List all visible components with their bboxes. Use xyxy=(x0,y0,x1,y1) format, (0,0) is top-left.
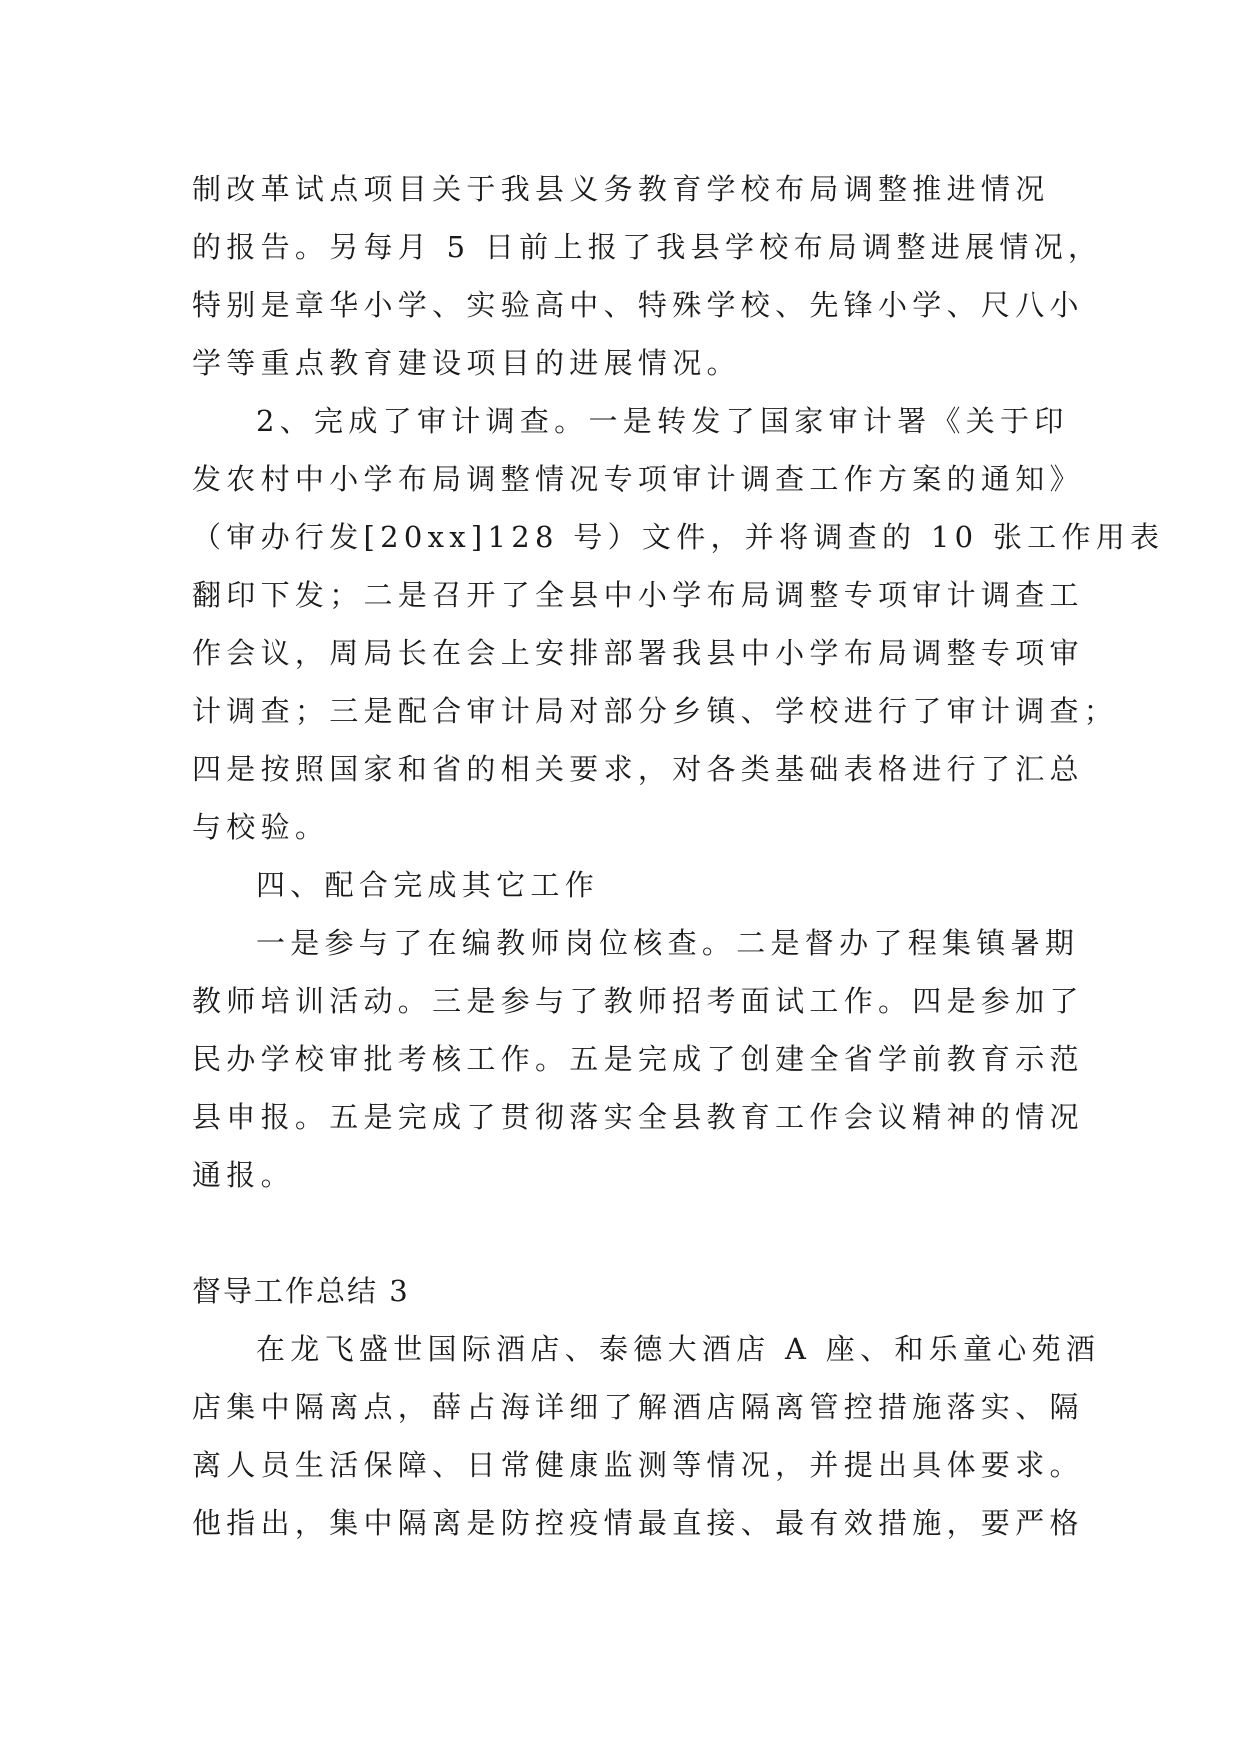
paragraph-other-work xyxy=(192,914,1084,1204)
text-line: 与校验。 xyxy=(192,810,330,844)
text-line: 计调查；三是配合审计局对部分乡镇、学校进行了审计调查； xyxy=(192,694,1119,728)
text-line: （审办行发[20xx]128 号）文件，并将调查的 10 张工作用表 xyxy=(192,520,1165,554)
text-line: 离人员生活保障、日常健康监测等情况，并提出具体要求。 xyxy=(192,1448,1084,1482)
text-line: 特别是章华小学、实验高中、特殊学校、先锋小学、尺八小 xyxy=(192,288,1084,322)
paragraph-audit-survey xyxy=(192,392,1165,856)
text-line: 县申报。五是完成了贯彻落实全县教育工作会议精神的情况 xyxy=(192,1100,1084,1134)
text-line: 通报。 xyxy=(192,1158,295,1192)
text-line: 学等重点教育建设项目的进展情况。 xyxy=(192,346,741,380)
text-line: 翻印下发；二是召开了全县中小学布局调整专项审计调查工 xyxy=(192,578,1084,612)
text-line: 发农村中小学布局调整情况专项审计调查工作方案的通知》 xyxy=(192,462,1084,496)
paragraph-report-continuation xyxy=(192,160,1103,392)
text-line: 在龙飞盛世国际酒店、泰德大酒店 A 座、和乐童心苑酒 xyxy=(256,1332,1101,1366)
document-title: 督导工作总结 3 xyxy=(192,1274,410,1308)
text-line: 一是参与了在编教师岗位核查。二是督办了程集镇暑期 xyxy=(256,926,1080,960)
text-line: 教师培训活动。三是参与了教师招考面试工作。四是参加了 xyxy=(192,984,1084,1018)
paragraph-quarantine-inspection xyxy=(192,1320,1101,1552)
blank-line xyxy=(192,1204,1060,1262)
text-line: 四是按照国家和省的相关要求，对各类基础表格进行了汇总 xyxy=(192,752,1084,786)
text-line: 制改革试点项目关于我县义务教育学校布局调整推进情况 xyxy=(192,172,1050,206)
section-heading: 四、配合完成其它工作 xyxy=(256,868,600,902)
text-line: 的报告。另每月 5 日前上报了我县学校布局调整进展情况， xyxy=(192,230,1103,264)
text-line: 民办学校审批考核工作。五是完成了创建全省学前教育示范 xyxy=(192,1042,1084,1076)
document-body xyxy=(192,160,1165,1552)
text-line: 作会议，周局长在会上安排部署我县中小学布局调整专项审 xyxy=(192,636,1084,670)
text-line: 2、完成了审计调查。一是转发了国家审计署《关于印 xyxy=(256,404,1069,438)
text-line: 他指出，集中隔离是防控疫情最直接、最有效措施，要严格 xyxy=(192,1506,1084,1540)
text-line: 店集中隔离点，薛占海详细了解酒店隔离管控措施落实、隔 xyxy=(192,1390,1084,1424)
